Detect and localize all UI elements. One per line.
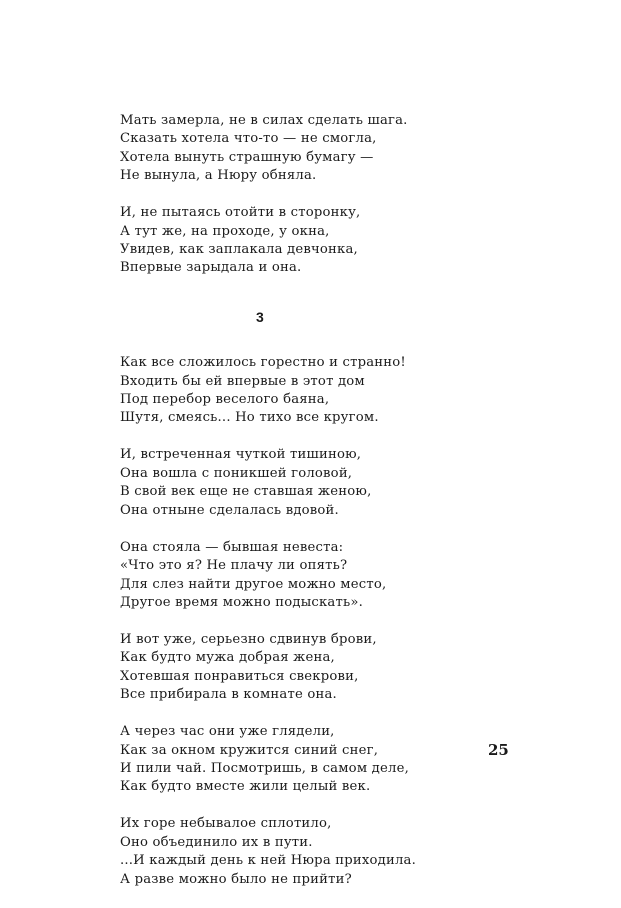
poem-text [120,112,440,908]
page-number: 25 [488,741,509,759]
stanza [120,112,440,186]
poem-line: Все прибирала в комнате она. [120,687,337,703]
poem-line: Она стояла — бывшая невеста: [120,539,344,555]
poem-line: Оно объединило их в пути. [120,834,313,850]
poem-line: И вот уже, серьезно сдвинув брови, [120,631,377,647]
poem-line: Увидев, как заплакала девчонка, [120,242,358,258]
poem-line: Как будто вместе жили целый век. [120,779,371,795]
poem-line: ...И каждый день к ней Нюра приходила. [120,853,417,869]
poem-line: Другое время можно подыскать». [120,594,364,610]
poem-line: Не вынула, а Нюру обняла. [120,168,317,184]
poem-line: Впервые зарыдала и она. [120,260,302,276]
section-number: 3 [256,308,264,325]
poem-line: Сказать хотела что-то — не смогла, [120,131,377,147]
stanza [120,815,440,889]
stanza [120,631,440,705]
poem-line: Хотела вынуть страшную бумагу — [120,149,374,165]
poem-line: Хотевшая понравиться свекрови, [120,668,359,684]
poem-line: И, встреченная чуткой тишиною, [120,447,362,463]
poem-line: Она вошла с поникшей головой, [120,465,353,481]
poem-line: А через час они уже глядели, [120,724,335,740]
stanza [120,204,440,278]
poem-line: Под перебор веселого баяна, [120,392,330,408]
stanza [120,539,440,613]
stanza [120,354,440,428]
poem-line: Мать замерла, не в силах сделать шага. [120,113,408,128]
stanza [120,446,440,520]
poem-line: Как все сложилось горестно и странно! [120,355,406,371]
poem-line: А разве можно было не прийти? [120,871,352,887]
poem-line: Их горе небывалое сплотило, [120,816,332,832]
poem-line: Как за окном кружится синий снег, [120,742,379,758]
poem-line: Как будто мужа добрая жена, [120,650,335,666]
poem-line: Шутя, смеясь... Но тихо все кругом. [120,410,379,426]
poem-line: А тут же, на проходе, у окна, [120,223,330,239]
poem-line: Она отныне сделалась вдовой. [120,502,339,518]
poem-line: Для слез найти другое можно место, [120,576,387,592]
poem-line: В свой век еще не ставшая женою, [120,484,372,500]
poem-line: Входить бы ей впервые в этот дом [120,373,365,389]
poem-line: И, не пытаясь отойти в сторонку, [120,205,361,221]
poem-line: И пили чай. Посмотришь, в самом деле, [120,760,409,776]
stanza [120,723,440,797]
poem-line: «Что это я? Не плачу ли опять? [120,558,348,574]
